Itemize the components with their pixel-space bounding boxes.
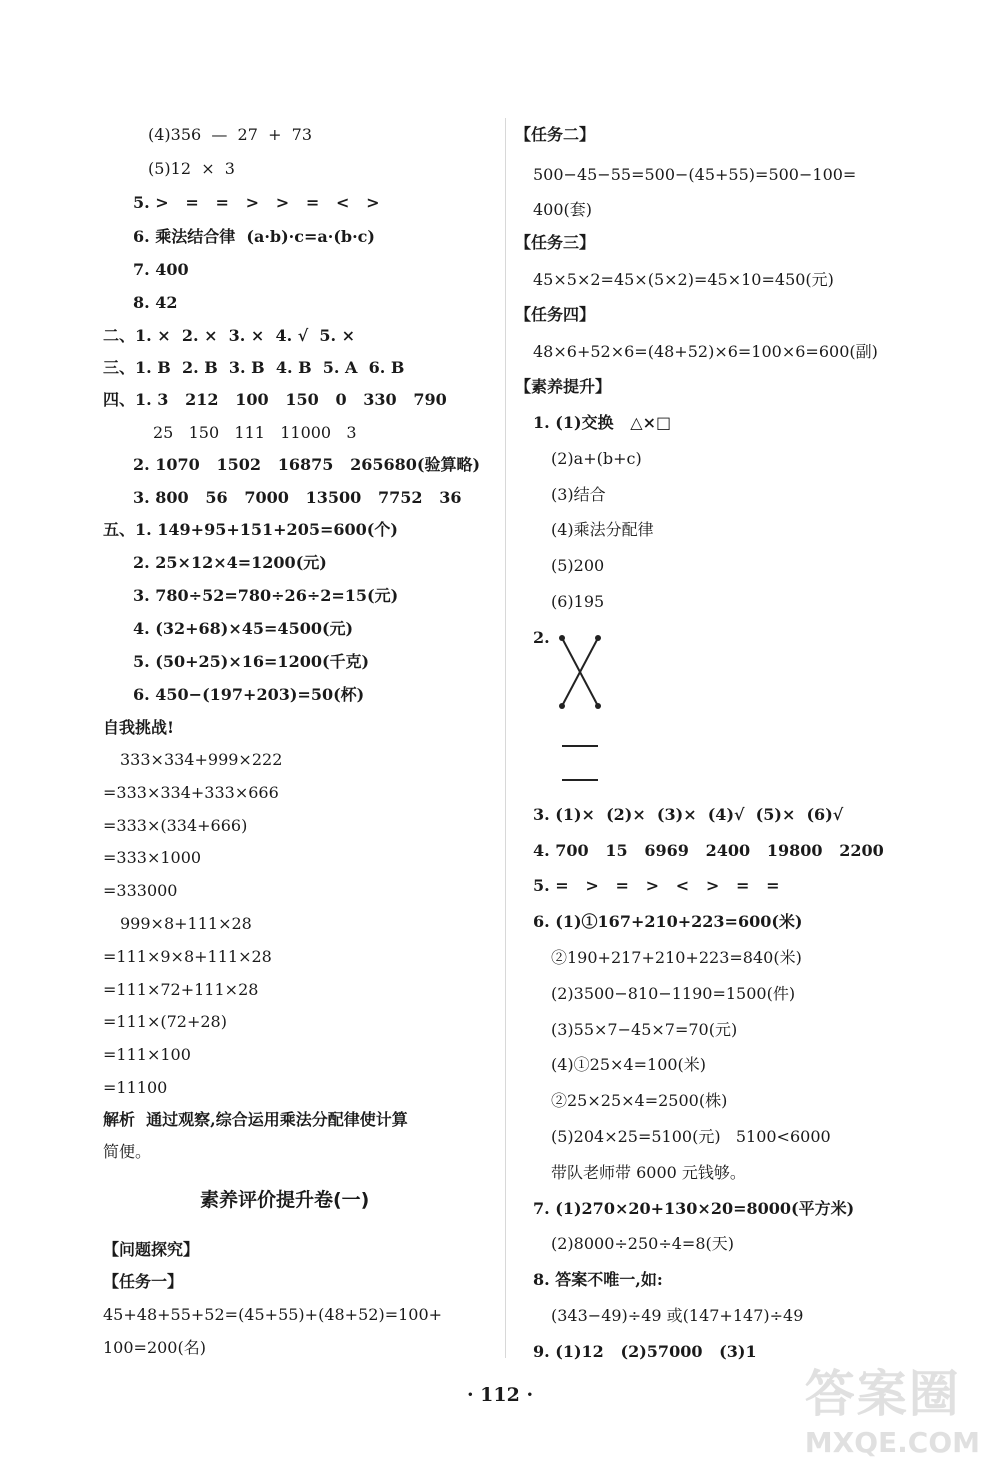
left-line: 三、1. B 2. B 3. B 4. B 5. A 6. B bbox=[103, 358, 405, 377]
left-line: (5)12 × 3 bbox=[148, 159, 235, 178]
right-line: (4)①25×4=100(米) bbox=[551, 1055, 707, 1074]
right-line: (2)a+(b+c) bbox=[551, 449, 642, 468]
right-line: ②25×25×4=2500(株) bbox=[551, 1091, 728, 1110]
right-line: (3)结合 bbox=[551, 485, 606, 504]
right-line: 1. (1)交换 △×□ bbox=[533, 413, 672, 432]
left-line: =111×9×8+111×28 bbox=[103, 947, 272, 966]
left-line: 25 150 111 11000 3 bbox=[153, 423, 357, 442]
right-line: 8. 答案不唯一,如: bbox=[533, 1270, 663, 1289]
left-line: 2. 25×12×4=1200(元) bbox=[133, 553, 327, 572]
right-line: 7. (1)270×20+130×20=8000(平方米) bbox=[533, 1199, 855, 1218]
right-line: 带队老师带 6000 元钱够。 bbox=[551, 1163, 746, 1182]
left-line: 【任务一】 bbox=[103, 1272, 184, 1291]
right-line: (343−49)÷49 或(147+147)÷49 bbox=[551, 1306, 804, 1325]
left-line: 四、1. 3 212 100 150 0 330 790 bbox=[103, 390, 447, 409]
left-line: 2. 1070 1502 16875 265680(验算略) bbox=[133, 455, 481, 474]
left-line: 6. 乘法结合律 (a·b)·c=a·(b·c) bbox=[133, 227, 375, 246]
left-line: 6. 450−(197+203)=50(杯) bbox=[133, 685, 365, 704]
right-line: 9. (1)12 (2)57000 (3)1 bbox=[533, 1342, 757, 1361]
left-line: 8. 42 bbox=[133, 293, 178, 312]
right-line: (6)195 bbox=[551, 592, 605, 611]
left-line: =333×(334+666) bbox=[103, 816, 248, 835]
left-line: 五、1. 149+95+151+205=600(个) bbox=[103, 520, 398, 539]
left-line: 简便。 bbox=[103, 1142, 152, 1161]
left-line: 333×334+999×222 bbox=[120, 750, 283, 769]
right-line: 【任务三】 bbox=[515, 233, 596, 252]
left-line: =333×334+333×666 bbox=[103, 783, 279, 802]
watermark-url: MXQE.COM bbox=[804, 1426, 980, 1459]
left-line: 5. > = = > > = < > bbox=[133, 193, 380, 212]
right-line: 4. 700 15 6969 2400 19800 2200 bbox=[533, 841, 884, 860]
right-line: 48×6+52×6=(48+52)×6=100×6=600(副) bbox=[533, 342, 878, 361]
right-line: (5)204×25=5100(元) 5100<6000 bbox=[551, 1127, 831, 1146]
right-line: (2)8000÷250÷4=8(天) bbox=[551, 1234, 734, 1253]
left-line: =333×1000 bbox=[103, 848, 202, 867]
left-line: 3. 780÷52=780÷26÷2=15(元) bbox=[133, 586, 399, 605]
left-line: 999×8+111×28 bbox=[120, 914, 252, 933]
left-line: 4. (32+68)×45=4500(元) bbox=[133, 619, 354, 638]
left-line: 自我挑战! bbox=[103, 718, 175, 737]
right-line: (3)55×7−45×7=70(元) bbox=[551, 1020, 738, 1039]
left-line: =111×100 bbox=[103, 1045, 191, 1064]
left-line: =333000 bbox=[103, 881, 178, 900]
left-line: (4)356 — 27 + 73 bbox=[148, 125, 313, 144]
left-line: 3. 800 56 7000 13500 7752 36 bbox=[133, 488, 462, 507]
right-line: ②190+217+210+223=840(米) bbox=[551, 948, 802, 967]
right-line: 3. (1)× (2)× (3)× (4)√ (5)× (6)√ bbox=[533, 805, 844, 824]
page-number: · 112 · bbox=[466, 1384, 534, 1406]
left-line: =111×(72+28) bbox=[103, 1012, 227, 1031]
left-line: 5. (50+25)×16=1200(千克) bbox=[133, 652, 370, 671]
right-line: 6. (1)①167+210+223=600(米) bbox=[533, 912, 803, 931]
matching-diagram bbox=[556, 628, 616, 788]
right-line: 2. bbox=[533, 628, 550, 647]
right-line: 500−45−55=500−(45+55)=500−100= bbox=[533, 165, 857, 184]
right-line: (2)3500−810−1190=1500(件) bbox=[551, 984, 796, 1003]
left-line: =111×72+111×28 bbox=[103, 980, 259, 999]
left-line: =11100 bbox=[103, 1078, 168, 1097]
right-line: 【任务四】 bbox=[515, 305, 596, 324]
left-line: 7. 400 bbox=[133, 260, 189, 279]
left-line: 【问题探究】 bbox=[103, 1240, 200, 1259]
right-line: 【素养提升】 bbox=[515, 377, 612, 396]
left-line: 100=200(名) bbox=[103, 1338, 206, 1357]
right-line: 【任务二】 bbox=[515, 125, 596, 144]
right-line: 400(套) bbox=[533, 200, 593, 219]
left-line: 45+48+55+52=(45+55)+(48+52)=100+ bbox=[103, 1305, 443, 1324]
right-line: 45×5×2=45×(5×2)=45×10=450(元) bbox=[533, 270, 834, 289]
left-line: 二、1. × 2. × 3. × 4. √ 5. × bbox=[103, 326, 356, 345]
right-line: 5. = > = > < > = = bbox=[533, 876, 780, 895]
watermark-text: 答案圈 bbox=[804, 1365, 961, 1423]
left-line: 素养评价提升卷(一) bbox=[200, 1189, 370, 1211]
column-divider bbox=[505, 118, 506, 1358]
right-line: (4)乘法分配律 bbox=[551, 520, 654, 539]
watermark bbox=[805, 1354, 980, 1459]
left-line: 解析 通过观察,综合运用乘法分配律使计算 bbox=[103, 1110, 408, 1129]
right-line: (5)200 bbox=[551, 556, 605, 575]
